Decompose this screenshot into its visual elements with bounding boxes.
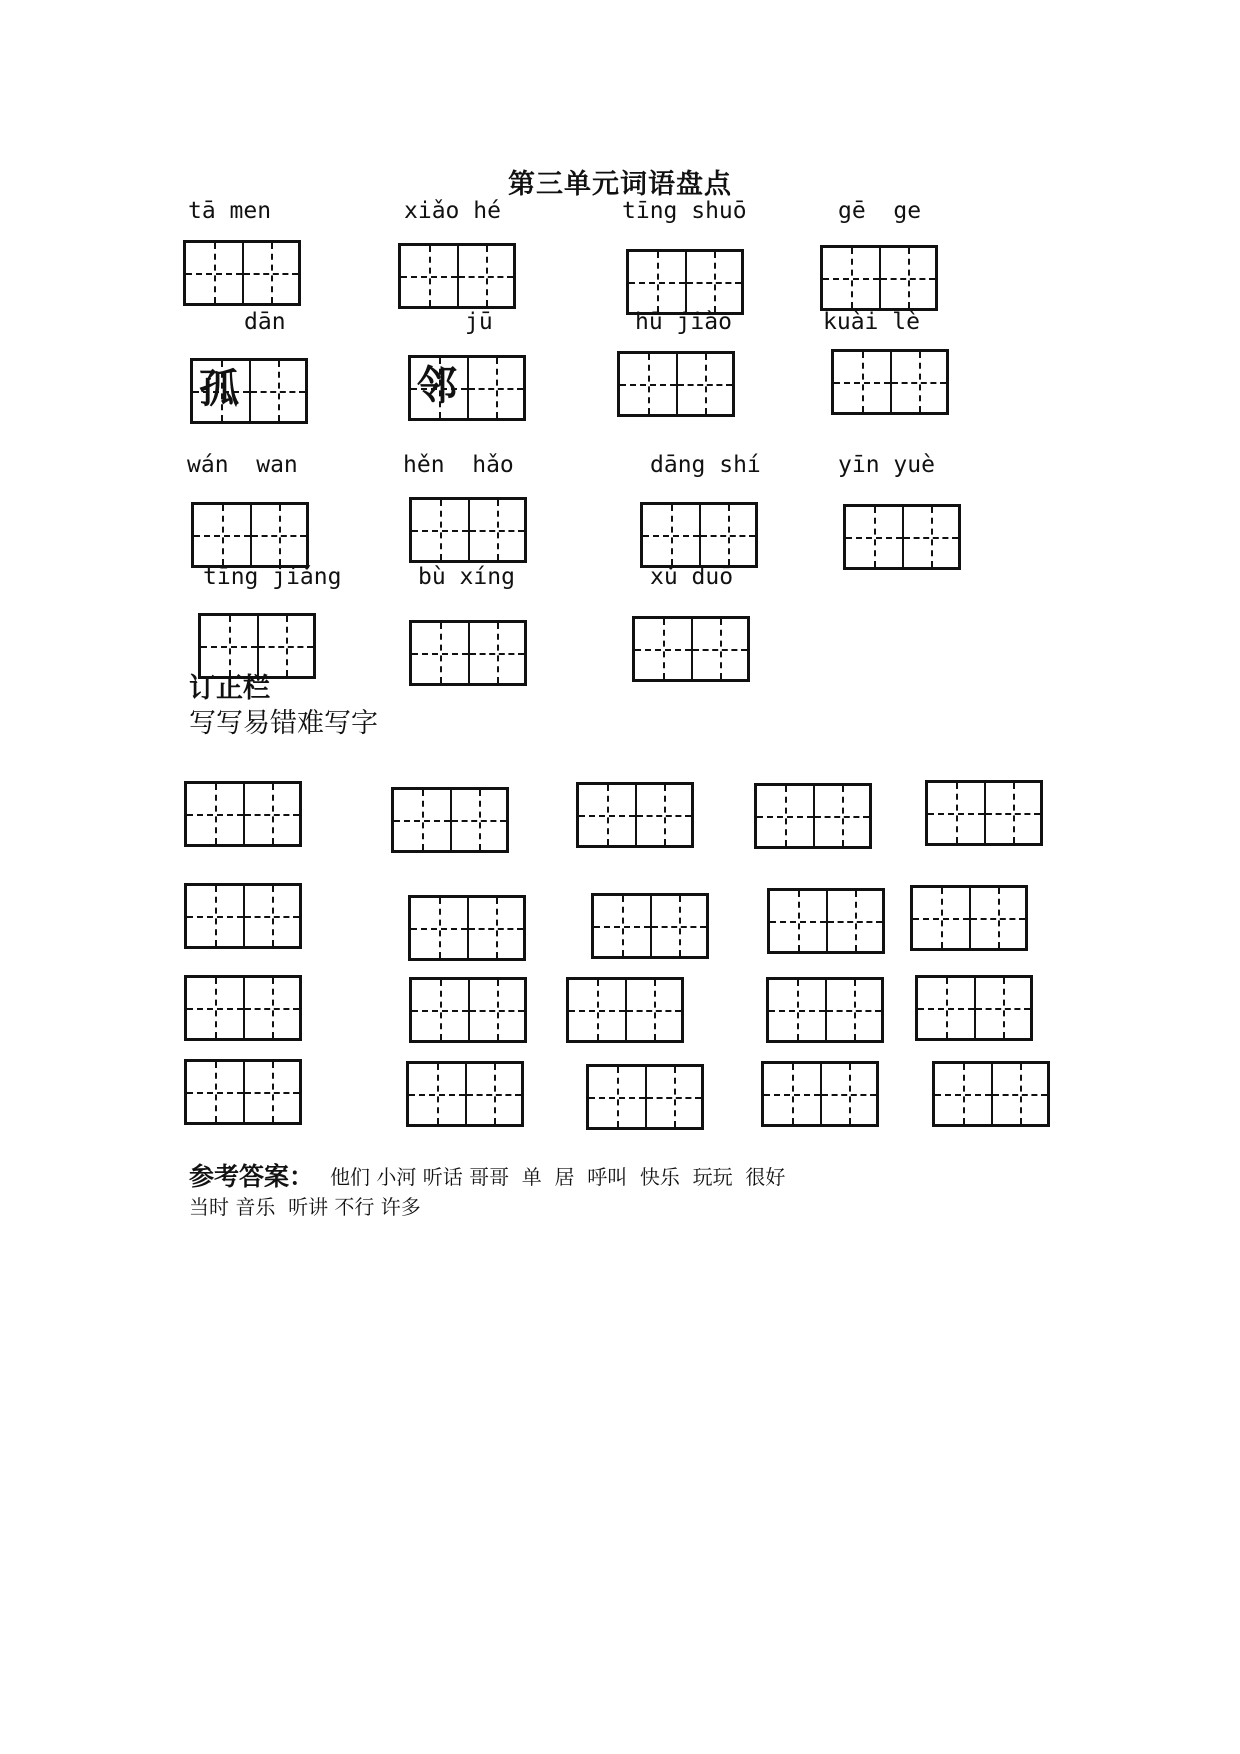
correction-box[interactable] xyxy=(409,977,527,1043)
pinyin-label: bù xíng xyxy=(418,564,515,590)
correction-box[interactable] xyxy=(184,781,302,847)
writing-box[interactable] xyxy=(632,616,750,682)
writing-box[interactable] xyxy=(626,249,744,315)
correction-box[interactable] xyxy=(566,977,684,1043)
writing-box[interactable] xyxy=(617,351,735,417)
answer-key-line-1: 他们 小河 听话 哥哥 单 居 呼叫 快乐 玩玩 很好 xyxy=(330,1165,786,1189)
pinyin-label: hū jiào xyxy=(635,309,732,335)
writing-box-with-given-char[interactable] xyxy=(408,355,526,421)
writing-box[interactable] xyxy=(640,502,758,568)
writing-box[interactable] xyxy=(183,240,301,306)
correction-instruction: 写写易错难写字 xyxy=(189,708,378,739)
pinyin-label: xiǎo hé xyxy=(404,198,501,224)
pinyin-label: tīng jiǎng xyxy=(203,564,342,590)
correction-box[interactable] xyxy=(408,895,526,961)
pinyin-label: tīng shuō xyxy=(622,198,747,224)
answer-key-line-2: 当时 音乐 听讲 不行 许多 xyxy=(189,1195,421,1219)
writing-box-with-given-char[interactable] xyxy=(190,358,308,424)
correction-box[interactable] xyxy=(915,975,1033,1041)
writing-box[interactable] xyxy=(409,497,527,563)
correction-box[interactable] xyxy=(932,1061,1050,1127)
pinyin-label: hěn hǎo xyxy=(403,452,514,478)
writing-box[interactable] xyxy=(198,613,316,679)
correction-box[interactable] xyxy=(925,780,1043,846)
writing-box[interactable] xyxy=(409,620,527,686)
correction-box[interactable] xyxy=(767,888,885,954)
writing-box[interactable] xyxy=(820,245,938,311)
worksheet-title: 第三单元词语盘点 xyxy=(508,169,732,200)
answer-key-label: 参考答案： xyxy=(189,1162,315,1191)
pinyin-label: wán wan xyxy=(187,452,298,478)
pinyin-label: dān xyxy=(244,309,286,335)
writing-box[interactable] xyxy=(398,243,516,309)
correction-box[interactable] xyxy=(184,1059,302,1125)
correction-box[interactable] xyxy=(184,883,302,949)
correction-box[interactable] xyxy=(184,975,302,1041)
pinyin-label: tā men xyxy=(188,198,272,224)
correction-box[interactable] xyxy=(591,893,709,959)
pinyin-label: dāng shí xyxy=(650,452,761,478)
pinyin-label: yīn yuè xyxy=(838,452,935,478)
correction-box[interactable] xyxy=(754,783,872,849)
writing-box[interactable] xyxy=(191,502,309,568)
pinyin-label: gē ge xyxy=(838,198,922,224)
correction-box[interactable] xyxy=(406,1061,524,1127)
correction-box[interactable] xyxy=(761,1061,879,1127)
given-character: 孤 xyxy=(199,366,239,412)
correction-box[interactable] xyxy=(766,977,884,1043)
correction-box[interactable] xyxy=(576,782,694,848)
correction-box[interactable] xyxy=(586,1064,704,1130)
correction-box[interactable] xyxy=(391,787,509,853)
correction-heading: 订正栏 xyxy=(189,673,270,704)
correction-box[interactable] xyxy=(910,885,1028,951)
pinyin-label: jū xyxy=(465,309,493,335)
given-character: 邻 xyxy=(417,363,457,409)
writing-box[interactable] xyxy=(843,504,961,570)
pinyin-label: kuài lè xyxy=(823,309,920,335)
writing-box[interactable] xyxy=(831,349,949,415)
pinyin-label: xǔ duō xyxy=(650,564,734,590)
